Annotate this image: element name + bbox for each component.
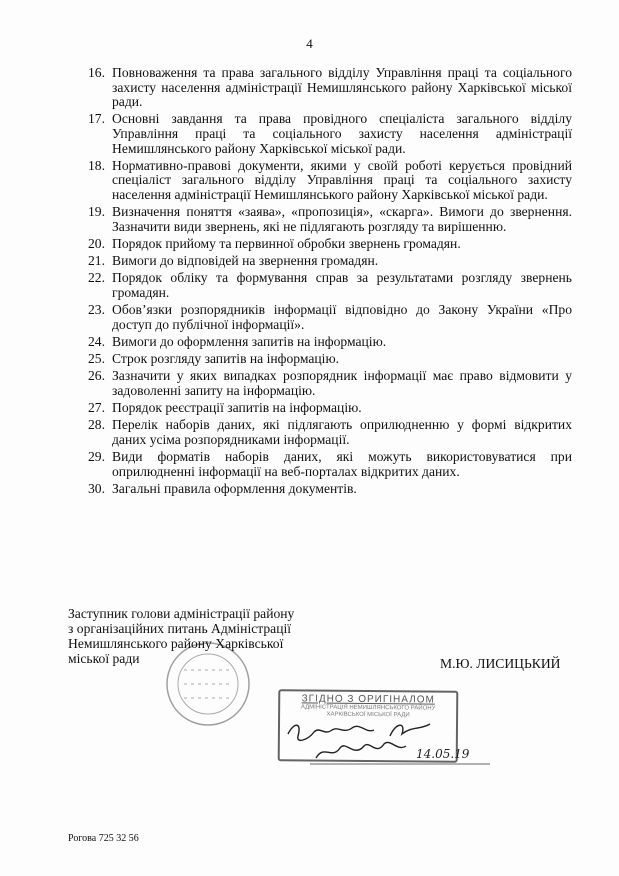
item-text: Загальні правила оформлення документів. (112, 480, 357, 496)
handwritten-signature-icon (280, 700, 510, 770)
list-item (88, 254, 572, 269)
list-item (88, 369, 572, 398)
stamp-line: АДМІНІСТРАЦІЯ НЕМИШЛЯНСЬКОГО РАЙОНУ (300, 704, 436, 712)
signer-position-line: Заступник голови адміністрації району (68, 606, 295, 621)
item-text: Строк розгляду запитів на інформацію. (112, 351, 339, 367)
item-number: 27. (88, 400, 105, 415)
page-number: 4 (306, 36, 313, 51)
list-item (88, 237, 572, 252)
item-text: Вимоги до оформлення запитів на інформацію. (112, 333, 387, 349)
item-number: 17. (88, 111, 105, 127)
list-item (88, 159, 572, 203)
signer-name: М.Ю. ЛИСИЦЬКИЙ (440, 656, 561, 671)
item-number: 16. (88, 65, 105, 80)
item-number: 21. (88, 253, 105, 269)
signer-position-line: Немишлянського району Харківської (68, 636, 284, 651)
stamp-title: ЗГІДНО З ОРИГІНАЛОМ (301, 693, 435, 706)
signer-position-line: з організаційних питань Адміністрації (68, 621, 292, 636)
signature-block (68, 606, 328, 666)
item-number: 23. (88, 302, 105, 318)
list-item (88, 335, 572, 350)
item-text: Нормативно-правові документи, якими у своїй роботі керується провідний спеціаліст загального відділу Управління праці та соціального захисту населення адміністрації Немишлянського району Харківської міської ради. (112, 157, 572, 202)
item-number: 22. (88, 270, 105, 286)
item-text: Порядок обліку та формування справ за результатами розгляду звернень громадян. (112, 270, 572, 300)
list-item (88, 418, 572, 447)
item-text: Визначення поняття «заява», «пропозиція», «скарга». Вимоги до звернення. Зазначити види звернень, які не підлягають розгляду та вирішенню. (112, 204, 572, 234)
item-number: 25. (88, 351, 105, 367)
item-number: 20. (88, 235, 105, 251)
stamp-line: ХАРКІВСЬКОЇ МІСЬКОЇ РАДИ (326, 711, 410, 719)
stamp-date: 14.05.19 (416, 747, 470, 761)
item-number: 29. (88, 448, 105, 464)
list-item (88, 205, 572, 234)
item-number: 30. (88, 480, 105, 496)
list-item (88, 352, 572, 367)
item-text: Порядок прийому та первинної обробки звернень громадян. (112, 235, 461, 251)
list-item (88, 401, 572, 416)
item-number: 18. (88, 157, 105, 173)
item-text: Порядок реєстрації запитів на інформацію. (112, 400, 362, 415)
item-number: 28. (88, 417, 105, 433)
item-number: 26. (88, 368, 105, 384)
item-text: Види форматів наборів даних, які можуть використовуватися при оприлюдненні інформації на веб-порталах відкритих даних. (112, 448, 572, 479)
item-text: Обов’язки розпорядників інформації відповідно до Закону України «Про доступ до публічної інформації». (112, 302, 572, 332)
signer-position-line: міської ради (68, 651, 140, 666)
item-text: Вимоги до відповідей на звернення громадян. (112, 253, 379, 269)
list-item (88, 482, 572, 497)
list-item (88, 303, 572, 332)
list-item (88, 450, 572, 479)
list-item (88, 66, 572, 110)
item-number: 19. (88, 204, 105, 220)
item-text: Зазначити у яких випадках розпорядник інформації має право відмовити у задоволенні запиту на інформацію. (112, 368, 572, 398)
item-number: 24. (88, 333, 105, 349)
item-text: Перелік наборів даних, які підлягають оприлюдненню у формі відкритих даних усіма розпорядниками інформації. (112, 417, 572, 447)
list-item (88, 271, 572, 300)
item-text: Основні завдання та права провідного спеціаліста загального відділу Управління праці та соціального захисту населення адміністрації Немишлянського району Харківської міської ради. (112, 111, 572, 156)
executor-note: Рогова 725 32 56 (68, 833, 139, 844)
item-text: Повноваження та права загального відділу Управління праці та соціального захисту населення адміністрації Немишлянського району Харківської міської ради. (112, 65, 572, 110)
question-list (88, 66, 572, 499)
list-item (88, 112, 572, 156)
